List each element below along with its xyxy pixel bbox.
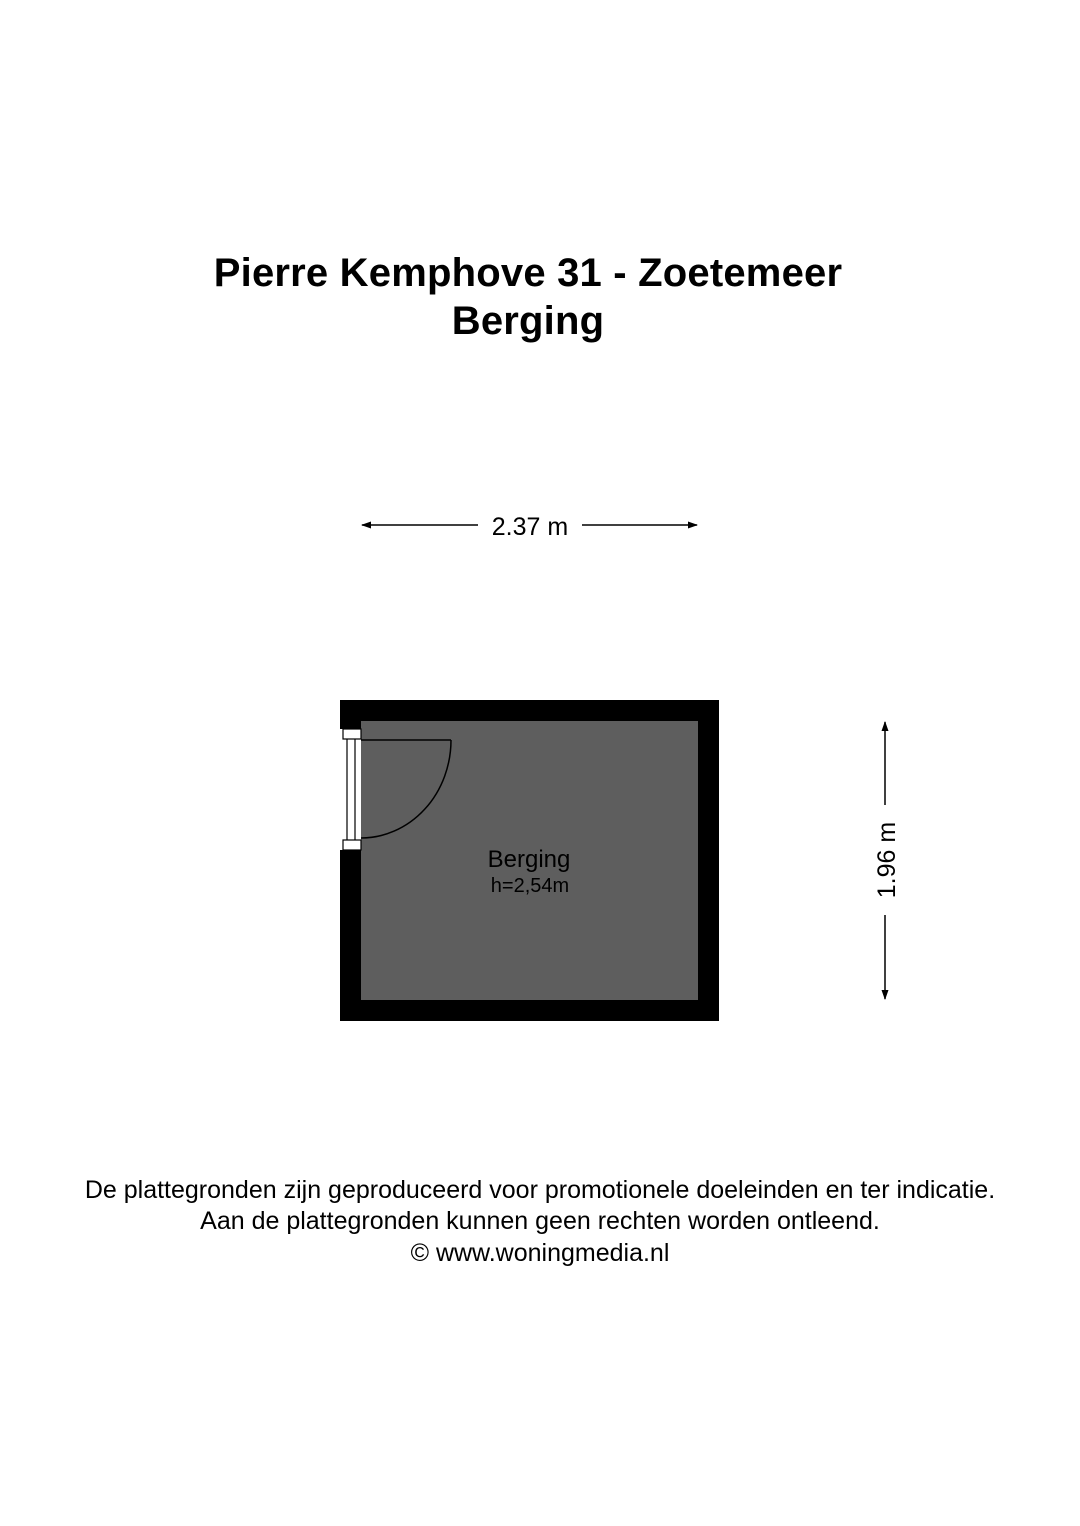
room-height: h=2,54m	[490, 875, 570, 897]
room-name: Berging	[487, 846, 571, 873]
height-dimension-label: 1.96 m	[873, 821, 901, 899]
plan-subtitle: Berging	[451, 299, 605, 343]
height-dimension	[873, 722, 901, 999]
plan-title: Pierre Kemphove 31 - Zoetemeer	[213, 251, 843, 295]
door-frame-bottom	[343, 840, 361, 850]
copyright-line: © www.woningmedia.nl	[410, 1239, 670, 1267]
width-dimension-label: 2.37 m	[491, 513, 569, 541]
disclaimer-line-2: Aan de plattegronden kunnen geen rechten worden ontleend.	[200, 1207, 880, 1235]
room-berging	[340, 700, 719, 1021]
width-dimension	[362, 513, 697, 541]
disclaimer-line-1: De plattegronden zijn geproduceerd voor promotionele doeleinden en ter indicatie.	[84, 1176, 996, 1204]
door-frame-top	[343, 729, 361, 739]
door-opening	[340, 729, 361, 850]
